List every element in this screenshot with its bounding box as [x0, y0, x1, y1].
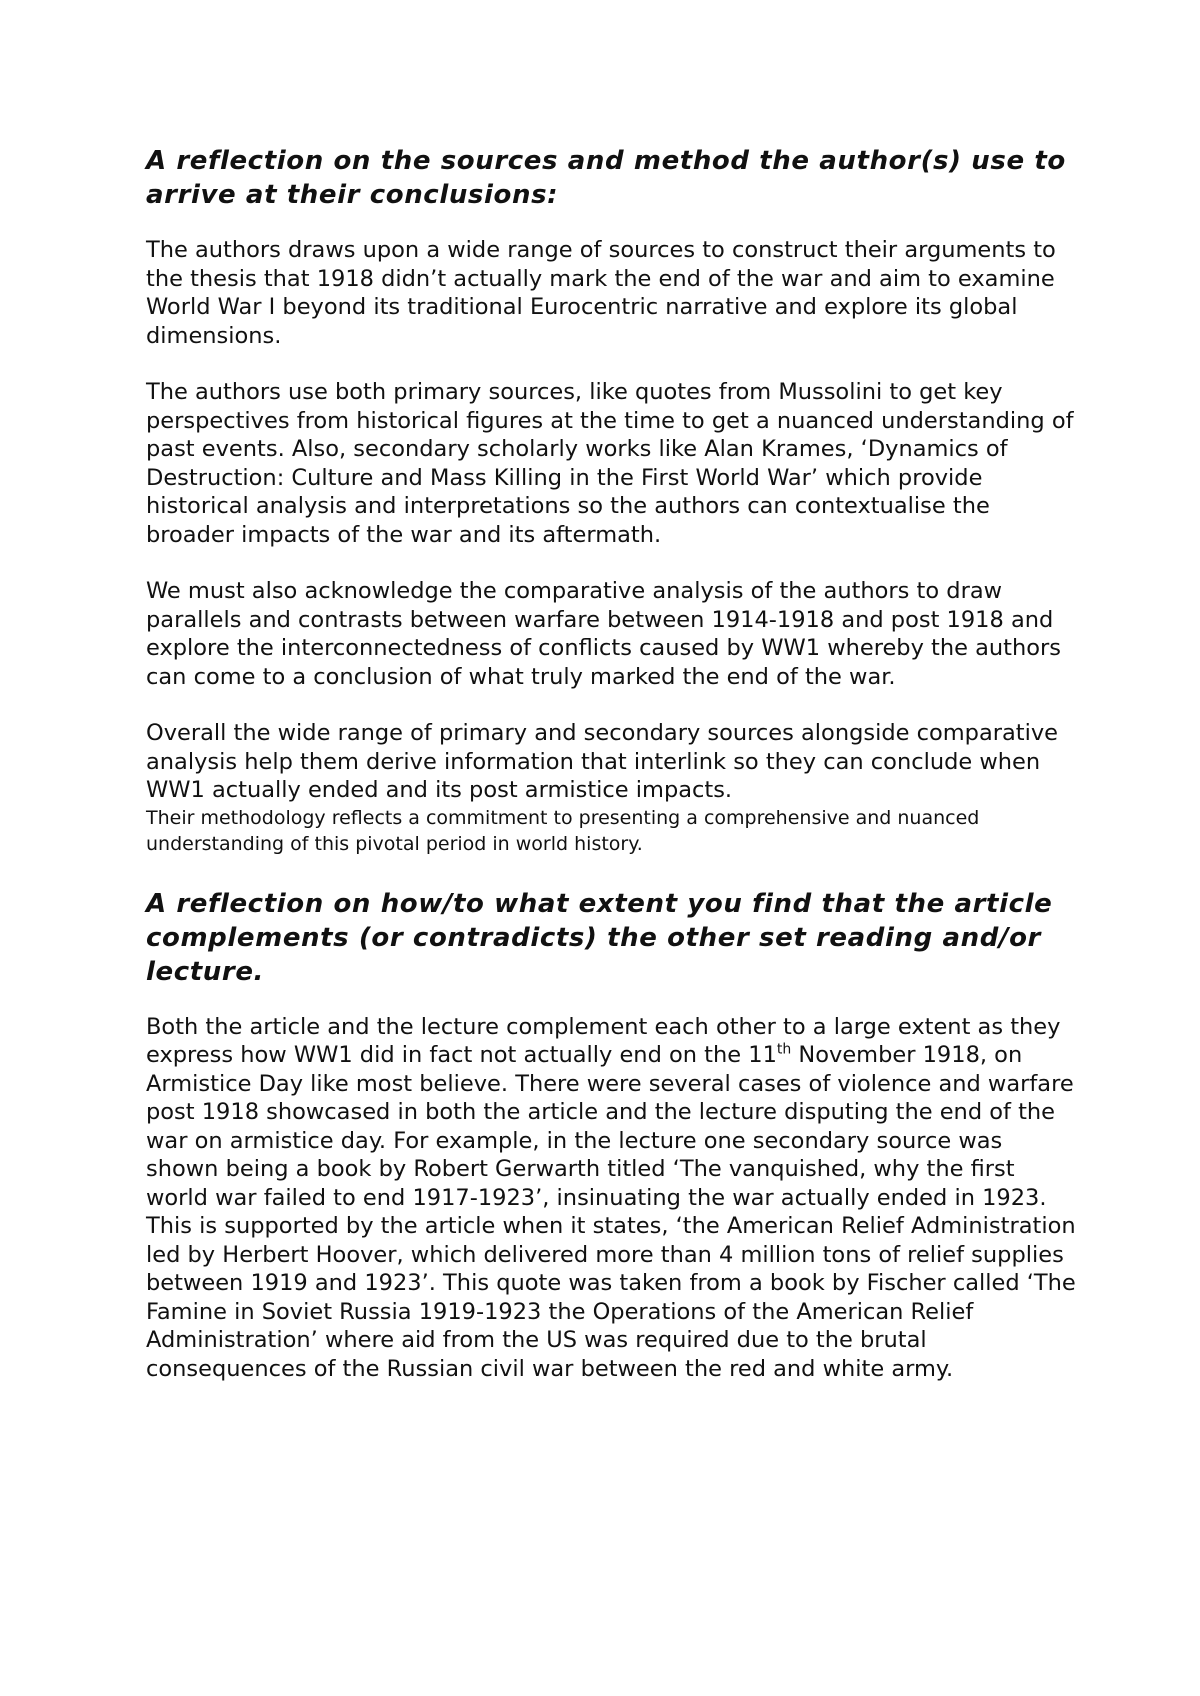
section1-paragraph-3: We must also acknowledge the comparative analysis of the authors to draw parallels and contrasts between warfare between 1914-1918 and post 1918 and explore the interconnectedness of conflicts caused by WW1 whereby the authors can come to a conclusion of what truly marked the end of the war. — [146, 578, 1061, 690]
section1-heading: A reflection on the sources and method the author(s) use to arrive at their conclusions: — [146, 146, 1066, 210]
section2-heading: A reflection on how/to what extent you find that the article complements (or contradicts) the other set reading and/or lecture. — [146, 888, 1053, 987]
section1-paragraph-4: Overall the wide range of primary and secondary sources alongside comparative analysis help them derive information that interlink so they can conclude when WW1 actually ended and its post armistice impacts. — [146, 720, 1059, 803]
section2-paragraph-part2: November 1918, on Armistice Day like most believe. There were several cases of violence and warfare post 1918 showcased in both the article and the lecture disputing the end of the war on armistice day. For example, in the lecture one secondary source was shown being a book by Robert Gerwarth titled ‘The vanquished, why the first world war failed to end 1917-1923’, insinuating the war actually ended in 1923. This is supported by the article when it states, ‘the American Relief Administration led by Herbert Hoover, which delivered more than 4 million tons of relief supplies between 1919 and 1923’. This quote was taken from a book by Fischer called ‘The Famine in Soviet Russia 1919-1923 the Operations of the American Relief Administration’ where aid from the US was required due to the brutal consequences of the Russian civil war between the red and white army. — [146, 1042, 1076, 1382]
section2-paragraph — [146, 1013, 1076, 1384]
section2-paragraph-part1: Both the article and the lecture complement each other to a large extent as they express how WW1 did in fact not actually end on the 11 — [146, 1013, 1061, 1068]
document-page — [146, 144, 1076, 1411]
ordinal-superscript: th — [776, 1041, 792, 1058]
section1-paragraph-1: The authors draws upon a wide range of sources to construct their arguments to the thesis that 1918 didn’t actually mark the end of the war and aim to examine World War I beyond its traditional Eurocentric narrative and explore its global dimensions. — [146, 237, 1056, 349]
section1-methodology-note: Their methodology reflects a commitment to presenting a comprehensive and nuanced understanding of this pivotal period in world history. — [146, 806, 980, 855]
section1-paragraph-2: The authors use both primary sources, like quotes from Mussolini to get key perspectives from historical figures at the time to get a nuanced understanding of past events. Also, secondary scholarly works like Alan Krames, ‘Dynamics of Destruction: Culture and Mass Killing in the First World War’ which provide historical analysis and interpretations so the authors can contextualise the broader impacts of the war and its aftermath. — [146, 379, 1074, 548]
